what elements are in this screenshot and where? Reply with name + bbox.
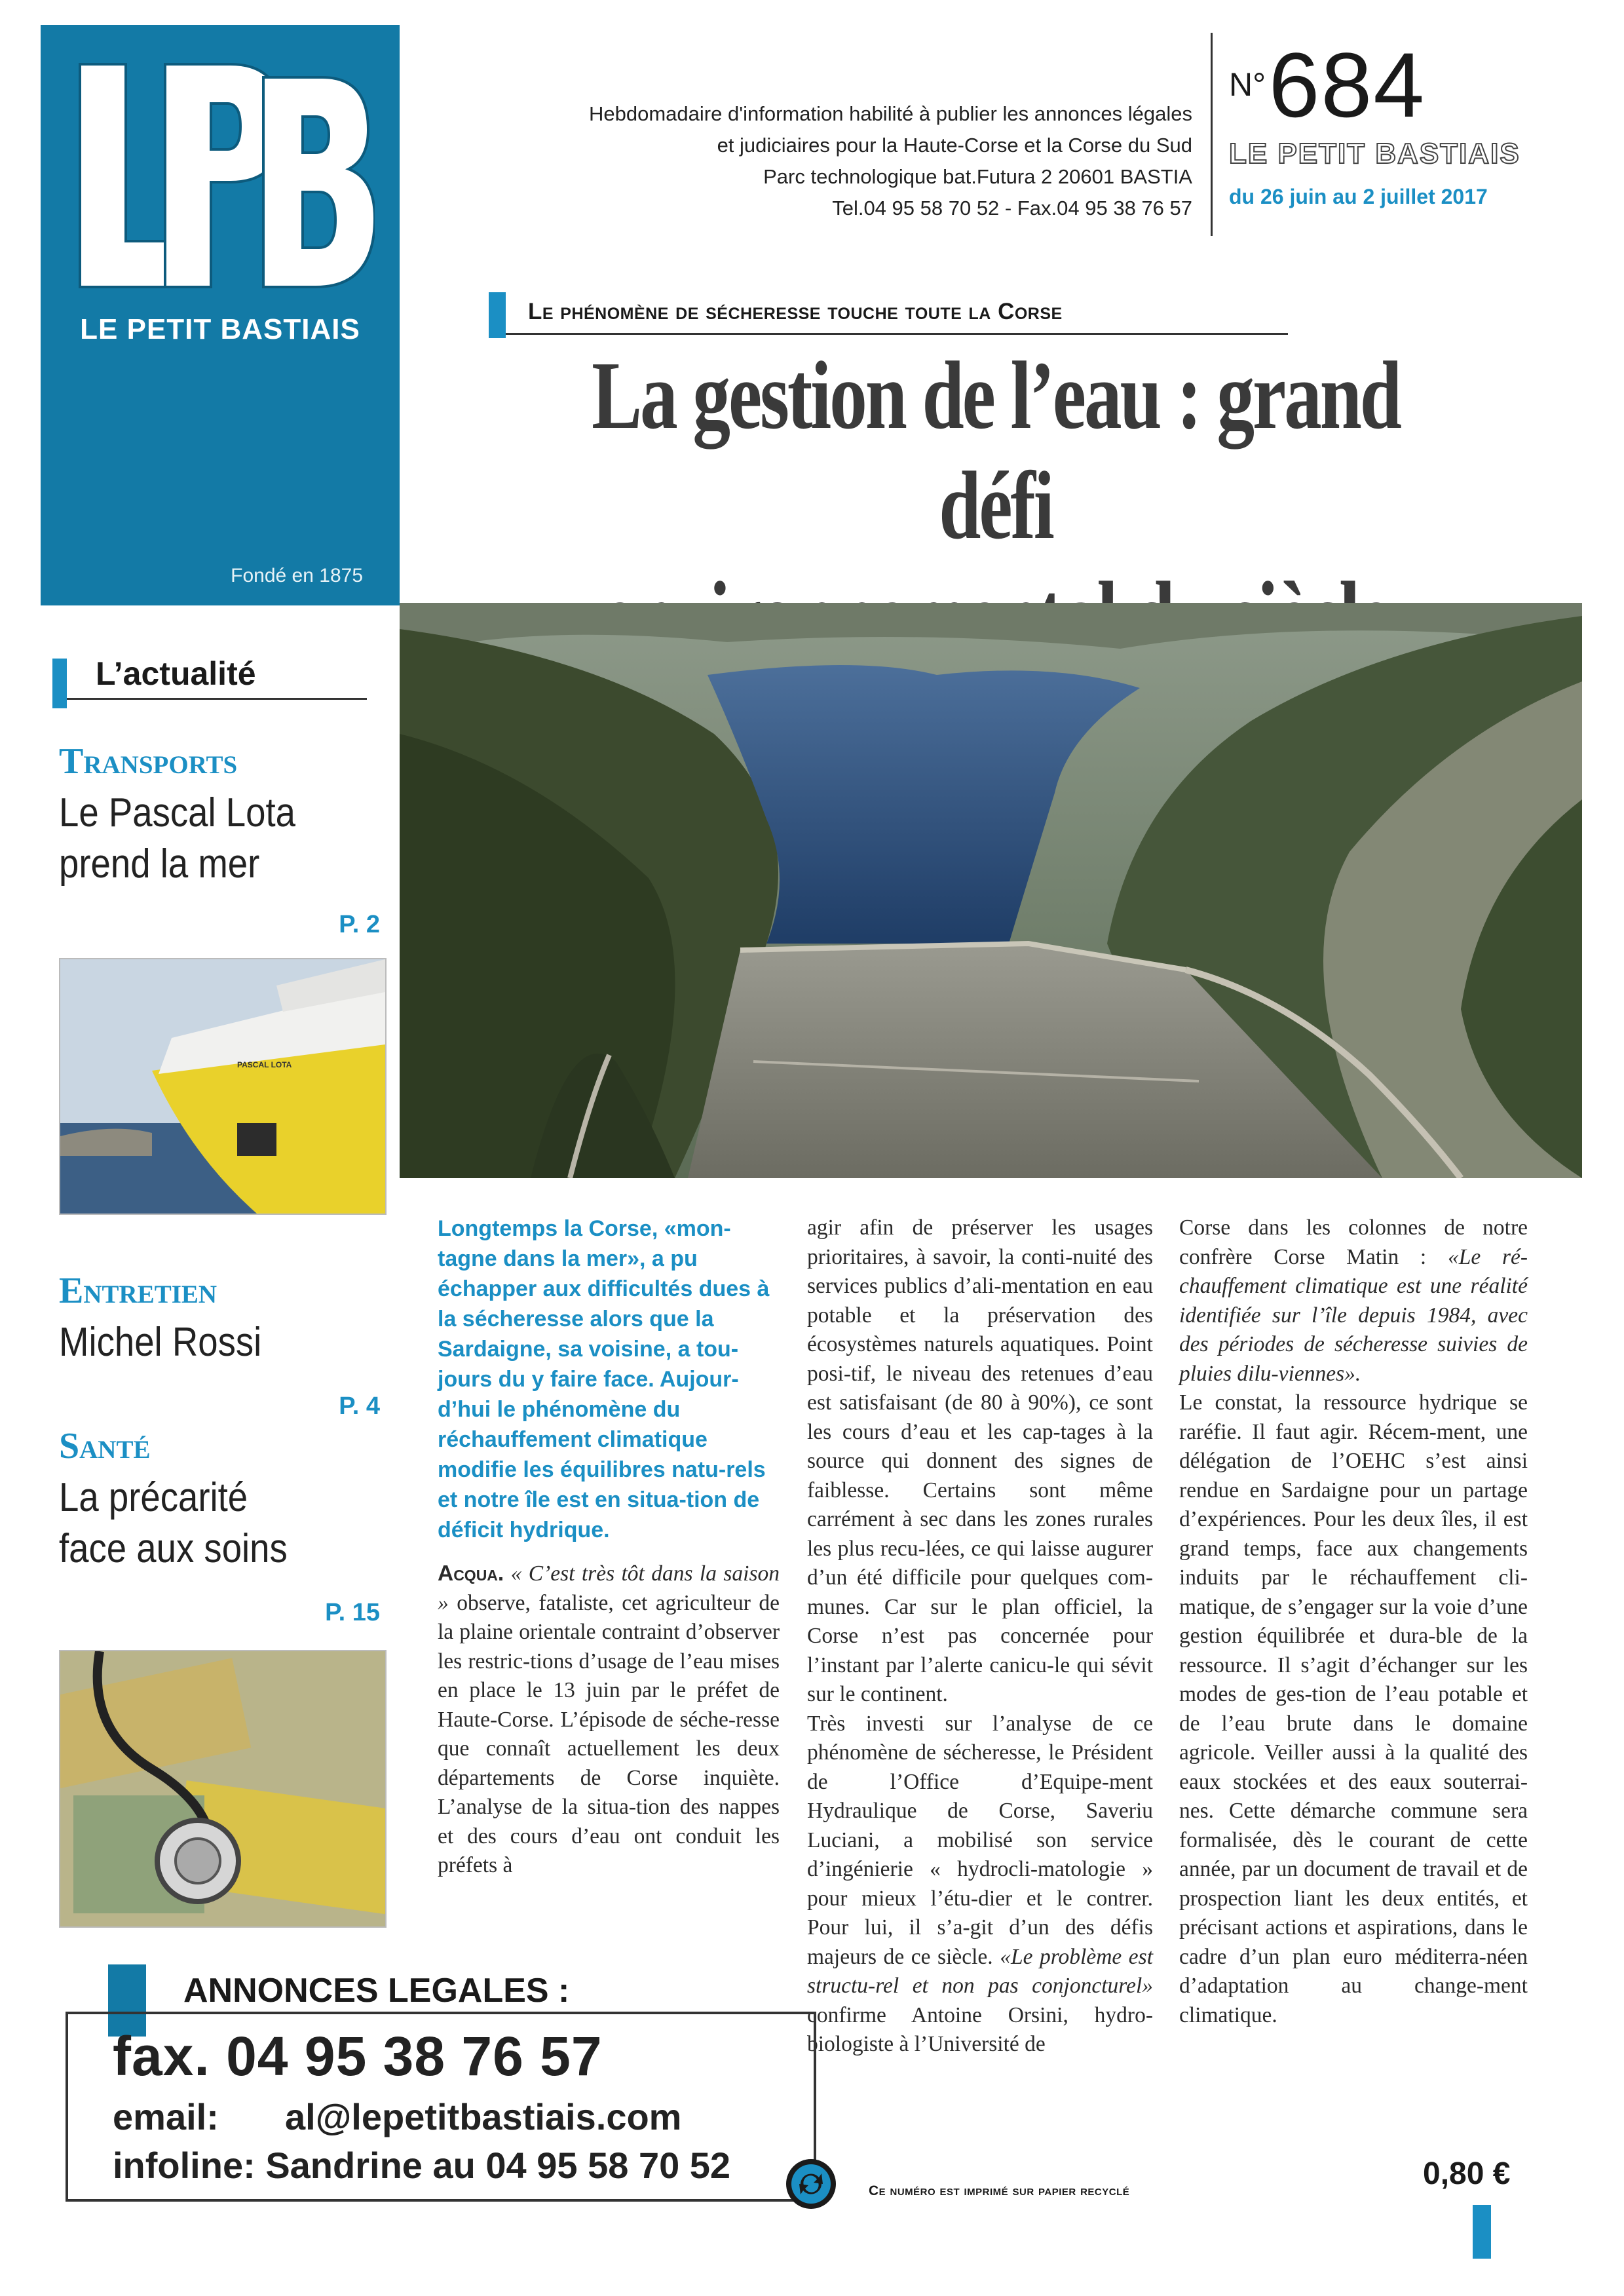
email-address[interactable]: al@lepetitbastiais.com bbox=[284, 2096, 682, 2137]
issue-dates: du 26 juin au 2 juillet 2017 bbox=[1229, 185, 1488, 208]
sidebar-accent-bar bbox=[52, 659, 67, 708]
sidebar-item-category: Santé bbox=[59, 1426, 151, 1466]
announces-email bbox=[113, 2095, 681, 2138]
publisher-info-line: et judiciaires pour la Haute-Corse et la Corse du Sud bbox=[717, 134, 1192, 157]
recycle-icon bbox=[786, 2159, 836, 2209]
infoline-value: Sandrine au 04 95 58 70 52 bbox=[265, 2145, 731, 2186]
stethoscope-thumbnail bbox=[59, 1650, 387, 1928]
sidebar-item-category: Transports bbox=[59, 741, 238, 782]
article-column-1 bbox=[438, 1559, 780, 1881]
article-text: confirme Antoine Orsini, hydro-biologiste à l’Université de bbox=[807, 2002, 1153, 2056]
footer-accent-bar bbox=[1473, 2205, 1491, 2259]
sidebar-item-sante[interactable] bbox=[59, 1425, 318, 1575]
email-label: email: bbox=[113, 2096, 219, 2137]
sidebar-item-category: Entretien bbox=[59, 1271, 217, 1311]
announces-fax: fax. 04 95 38 76 57 bbox=[113, 2025, 603, 2087]
kicker-accent-bar bbox=[489, 292, 506, 338]
article-quote: «Le ré-chauffement climatique est une réalité identifiée sur l’île depuis 1984, avec des périodes de sécheresse suivies de pluies dilu-viennes». bbox=[1179, 1244, 1528, 1386]
ship-photo-illustration bbox=[60, 959, 385, 1214]
dam-photo-illustration bbox=[400, 603, 1582, 1178]
article-paragraph: agir afin de préserver les usages prioritaires, à savoir, la conti-nuité des services publics d’ali-mentation en eau potable et la préservation des écosystèmes naturels aquatiques. Point posi-tif, le niveau des retenues d’eau est satisfaisant (de 80 à 90%), ce sont les cours d’eau et les cap-tages à la source qui donnent des signes de faiblesse. Certains sont même carrément à sec dans les zones rurales les plus recu-lées, ce qui laisse augurer d’un été difficile pour quelques com-munes. Car sur le plan officiel, la Corse n’est pas concernée pour l’instant par l’alerte canicu-le qui sévit sur le continent. bbox=[807, 1215, 1153, 1706]
sidebar-heading bbox=[52, 652, 367, 700]
header-divider bbox=[1211, 33, 1213, 236]
announces-infoline bbox=[113, 2144, 730, 2187]
publisher-info bbox=[498, 98, 1192, 224]
kicker-text: Le phénomène de sécheresse touche toute la Corse bbox=[528, 299, 1063, 324]
announces-title: ANNONCES LEGALES : bbox=[183, 1972, 570, 2010]
publisher-info-line: Hebdomadaire d'information habilité à publier les annonces légales bbox=[589, 102, 1192, 125]
founded-year: Fondé en 1875 bbox=[231, 565, 363, 586]
sidebar-item-title: face aux soins bbox=[59, 1526, 288, 1571]
sidebar-item-title: Michel Rossi bbox=[59, 1320, 262, 1365]
article-quote: « C’est très tôt dans la saison » bbox=[438, 1561, 780, 1615]
masthead-logo bbox=[41, 25, 400, 605]
cover-price: 0,80 € bbox=[1423, 2156, 1511, 2191]
article-paragraph bbox=[1179, 1214, 1528, 1388]
issue-block bbox=[1229, 33, 1596, 209]
article-lead-word: Acqua. bbox=[438, 1561, 504, 1586]
page-reference: P. 15 bbox=[325, 1599, 380, 1626]
logo-brand-name: LE PETIT BASTIAIS bbox=[80, 313, 360, 345]
article-column-3 bbox=[1179, 1214, 1528, 2030]
sidebar-item-transports[interactable] bbox=[59, 740, 328, 890]
publisher-address: Parc technologique bat.Futura 2 20601 BASTIA bbox=[763, 165, 1192, 188]
lpb-logo-mark bbox=[67, 51, 375, 307]
article-quote: «Le problème est structu-rel et non pas conjoncturel» bbox=[807, 1944, 1153, 1998]
sidebar-item-title: La précarité bbox=[59, 1475, 248, 1520]
health-photo-illustration bbox=[60, 1651, 385, 1926]
article-paragraph bbox=[807, 1710, 1153, 2059]
publisher-contact: Tel.04 95 58 70 52 - Fax.04 95 38 76 57 bbox=[832, 197, 1192, 220]
issue-paper-name: LE PETIT BASTIAIS bbox=[1229, 138, 1520, 170]
ship-thumbnail bbox=[59, 958, 387, 1215]
sidebar-item-entretien[interactable] bbox=[59, 1270, 289, 1368]
issue-prefix: N° bbox=[1229, 66, 1266, 103]
sidebar-heading-text: L’actualité bbox=[96, 655, 256, 692]
sidebar-item-title: Le Pascal Lota bbox=[59, 790, 295, 835]
sidebar-item-title: prend la mer bbox=[59, 841, 260, 887]
recycled-paper-note: Ce numéro est imprimé sur papier recyclé bbox=[869, 2183, 1130, 2198]
infoline-label: infoline: bbox=[113, 2145, 255, 2186]
article-text: Très investi sur l’analyse de ce phénomène de sécheresse, le Président de l’Office d’Equipe-ment Hydraulique de Corse, Saveriu Luciani, a mobilisé son service d’ingénierie « hydrocli-matologie » pour mieux l’étu-dier et le contrer. Pour lui, il s’a-git d’un des défis majeurs de ce siècle. bbox=[807, 1711, 1153, 1969]
article-lead-paragraph: Longtemps la Corse, «mon-tagne dans la mer», a pu échapper aux difficultés dues à la sécheresse alors que la Sardaigne, sa voisine, a tou-jours du y faire face. Aujour-d’hui le phénomène du réchauffement climatique modifie les équilibres natu-rels et notre île est en situa-tion de déficit hydrique. bbox=[438, 1216, 770, 1542]
article-paragraph: Le constat, la ressource hydrique se raréfie. Il faut agir. Récem-ment, une délégation de l’OEHC s’est ainsi rendue en Sardaigne pour un partage d’expériences. Pour les deux îles, il est grand temps, face aux changements induits par le réchauffement cli-matique, de s’engager sur la voie d’une gestion équilibrée et dura-ble de la ressource. Il s’agit d’échanger sur les modes de ges-tion de l’eau potable et de l’eau brute dans le domaine agricole. Veiller aussi à la qualité des eaux stockées et des eaux souterrai-nes. Cette démarche commune sera formalisée, dès le courant de cette année, par un document de travail et de prospection liant les deux entités, et précisant actions et aspirations, dans le cadre d’un plan euro méditerra-néen d’adaptation au change-ment climatique. bbox=[1179, 1390, 1528, 2027]
article-column-2 bbox=[807, 1214, 1153, 2059]
page-reference: P. 4 bbox=[339, 1392, 380, 1420]
story-kicker bbox=[489, 288, 1288, 335]
headline-line: La gestion de l’eau : grand défi bbox=[592, 342, 1400, 560]
page-reference: P. 2 bbox=[339, 911, 380, 938]
ship-name-label: PASCAL LOTA bbox=[237, 1060, 292, 1069]
issue-number: 684 bbox=[1268, 33, 1426, 136]
article-text: Corse dans les colonnes de notre confrère Corse Matin : bbox=[1179, 1215, 1528, 1269]
dam-reservoir-photo bbox=[400, 603, 1582, 1178]
article-text: observe, fataliste, cet agriculteur de la plaine orientale contraint d’observer les restric-tions d’usage de l’eau mises en place le 13 juin par le préfet de Haute-Corse. L’épisode de séche-resse que connaît actuellement les deux départements de Corse inquiète. L’analyse de la situa-tion des nappes et des cours d’eau ont conduit les préfets à bbox=[438, 1590, 780, 1877]
